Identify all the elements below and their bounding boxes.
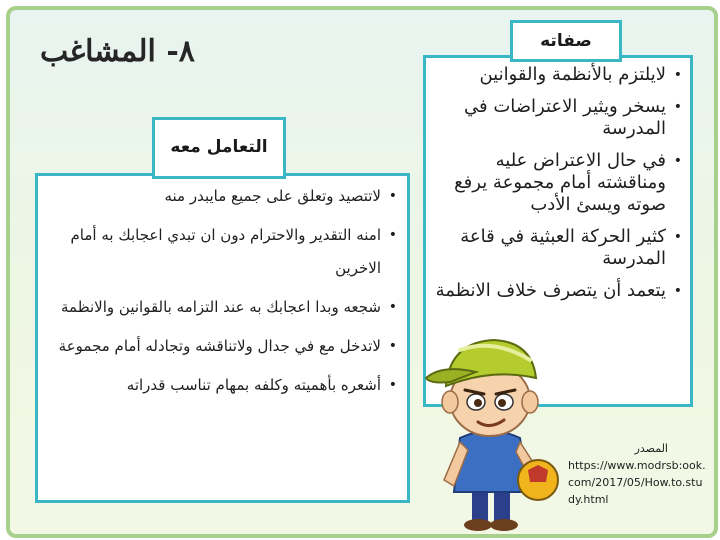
trait-item: • يسخر ويثير الاعتراضات في المدرسة [428,96,686,140]
dealing-box [35,173,410,503]
dealing-item: • لاتتصيد وتعلق على جميع مايبدر منه [45,180,401,213]
source-note [568,440,708,508]
dealing-list [45,180,401,408]
dealing-item: • امنه التقدير والاحترام دون ان تبدي اعجابك به أمام الاخرين [45,219,401,285]
traits-tab-label: صفاته [510,20,622,62]
dealing-item: • لاتدخل مع في جدال ولاتناقشه وتجادله أمام مجموعة [45,330,401,363]
boy-illustration [420,320,565,532]
trait-item: • يتعمد أن يتصرف خلاف الانظمة [428,280,686,302]
slide-title: ٨- المشاغب [40,34,195,69]
dealing-item: • أشعره بأهميته وكلفه بمهام تناسب قدراته [45,369,401,402]
trait-item: • لايلتزم بالأنظمة والقوانين [428,64,686,86]
source-url: https://www.modrsb:ook.com/2017/05/How.to.study.html [568,459,706,506]
source-label: المصدر [634,442,668,455]
dealing-item: • شجعه وبدا اعجابك به عند التزامه بالقوانين والانظمة [45,291,401,324]
traits-list [428,64,686,312]
dealing-tab-label: التعامل معه [152,117,286,179]
trait-item: • في حال الاعتراض عليه ومناقشته أمام مجموعة يرفع صوته ويسئ الأدب [428,150,686,216]
trait-item: • كثير الحركة العبثية في قاعة المدرسة [428,226,686,270]
